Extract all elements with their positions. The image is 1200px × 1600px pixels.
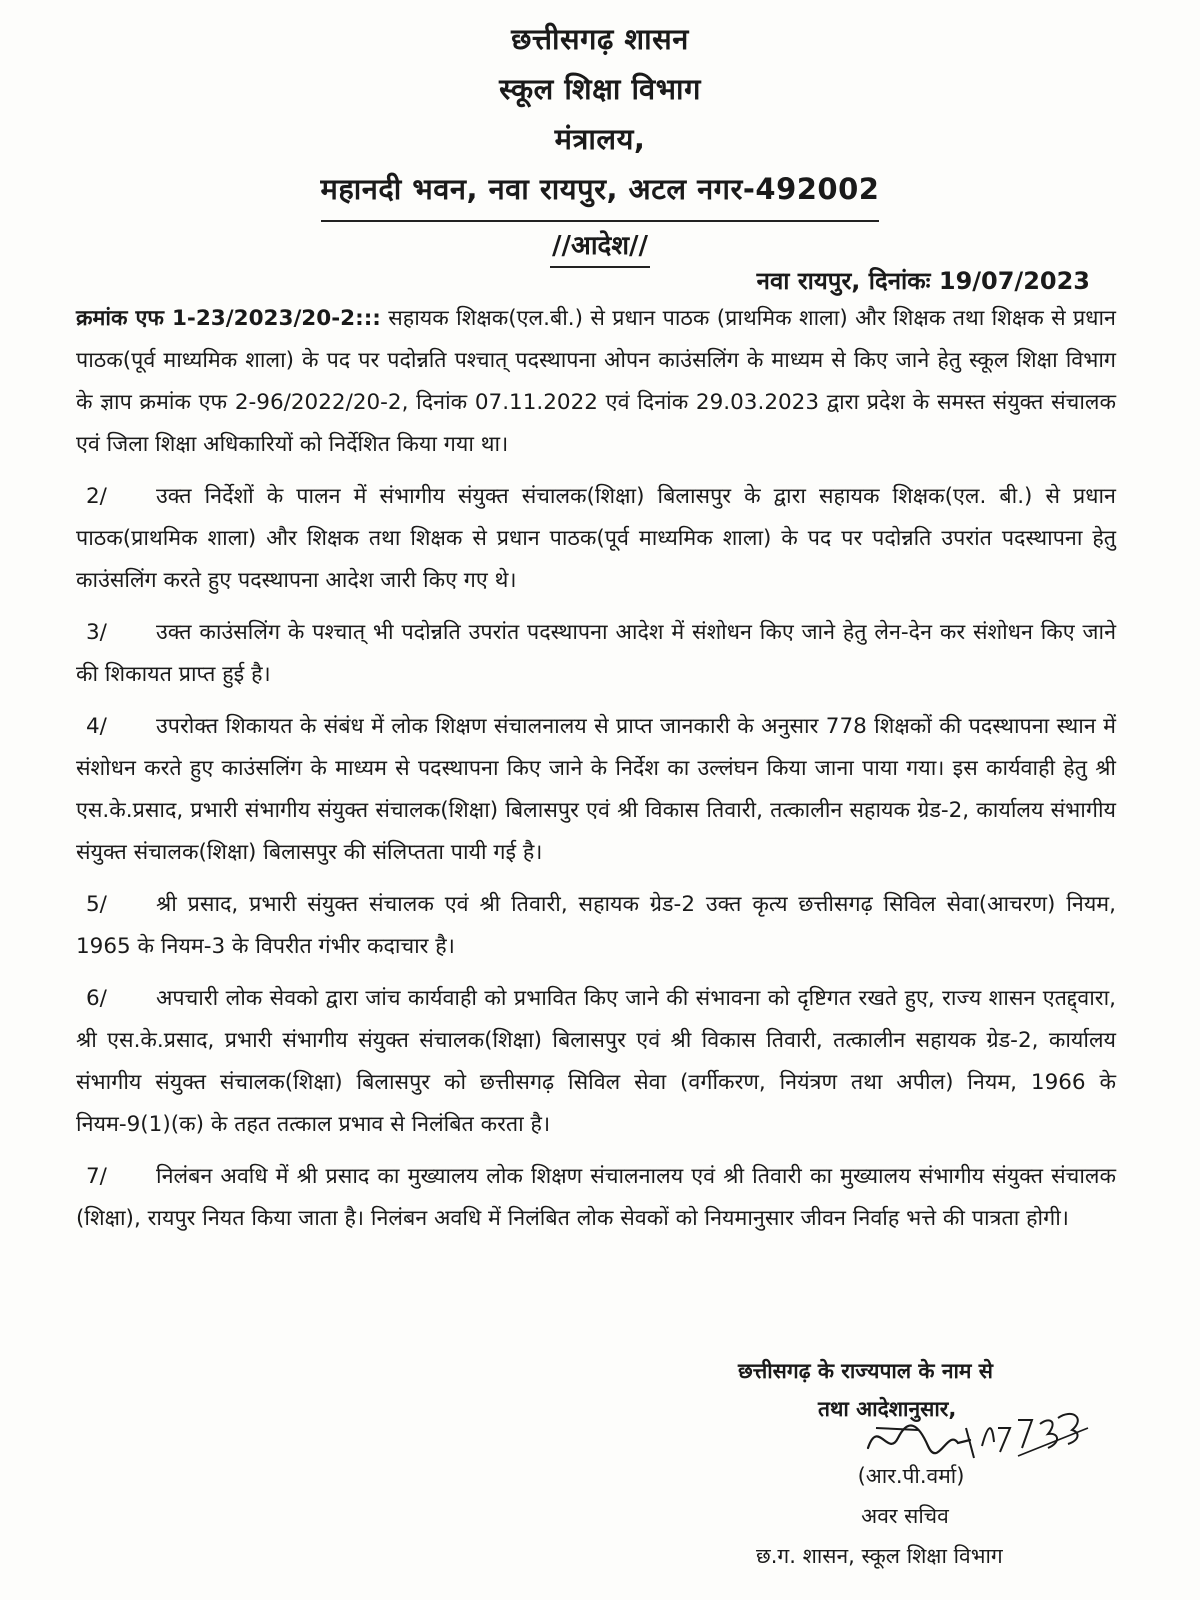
department-name: स्कूल शिक्षा विभाग (499, 72, 701, 106)
paragraph-number: 4/ (86, 714, 107, 739)
ministry-name: मंत्रालय, (554, 122, 646, 156)
government-name: छत्तीसगढ़ शासन (511, 22, 689, 56)
paragraph-number: 5/ (86, 892, 107, 917)
paragraph-6 (76, 978, 1116, 1146)
paragraph-number: 3/ (86, 620, 107, 645)
signatory-name: (आर.पी.वर्मा) (857, 1464, 965, 1488)
order-date: नवा रायपुर, दिनांकः 19/07/2023 (756, 267, 1090, 295)
by-order: तथा आदेशानुसार, (818, 1397, 957, 1421)
office-address: महानदी भवन, नवा रायपुर, अटल नगर-492002 (321, 164, 880, 222)
paragraph-2-text: उक्त निर्देशों के पालन में संभागीय संयुक्त संचालक(शिक्षा) बिलासपुर के द्वारा सहायक शिक्षक(एल. बी.) से प्रधान पाठक(प्राथमिक शाला) और शिक्षक तथा शिक्षक से प्रधान पाठक(पूर्व माध्यमिक शाला) के पद पर पदोन्नति उपरांत पदस्थापना हेतु काउंसलिंग करते हुए पदस्थापना आदेश जारी किए गए थे। (76, 484, 1116, 593)
paragraph-3-text: उक्त काउंसलिंग के पश्चात् भी पदोन्नति उपरांत पदस्थापना आदेश में संशोधन किए जाने हेतु लेन-देन कर संशोधन किए जाने की शिकायत प्राप्त हुई है। (76, 620, 1116, 687)
paragraph-7-text: निलंबन अवधि में श्री प्रसाद का मुख्यालय लोक शिक्षण संचालनालय एवं श्री तिवारी का मुख्यालय संभागीय संयुक्त संचालक (शिक्षा), रायपुर नियत किया जाता है। निलंबन अवधि में निलंबित लोक सेवकों को नियमानुसार जीवन निर्वाह भत्ते की पात्रता होगी। (76, 1164, 1116, 1231)
order-title: //आदेश// (0, 226, 1200, 268)
paragraph-number: 2/ (86, 484, 107, 509)
paragraph-7 (76, 1156, 1116, 1240)
paragraph-5 (76, 884, 1116, 968)
paragraph-2 (76, 476, 1116, 602)
order-reference: क्रमांक एफ 1-23/2023/20-2::: (76, 306, 381, 331)
paragraph-4 (76, 706, 1116, 874)
signatory-department: छ.ग. शासन, स्कूल शिक्षा विभाग (756, 1544, 1003, 1568)
signatory-designation: अवर सचिव (861, 1504, 949, 1528)
governor-authority: छत्तीसगढ़ के राज्यपाल के नाम से (738, 1359, 993, 1383)
paragraph-3 (76, 612, 1116, 696)
order-body (76, 298, 1116, 1250)
paragraph-number: 6/ (86, 986, 107, 1011)
paragraph-number: 7/ (86, 1164, 107, 1189)
paragraph-1 (76, 298, 1116, 466)
paragraph-6-text: अपचारी लोक सेवको द्वारा जांच कार्यवाही को प्रभावित किए जाने की संभावना को दृष्टिगत रखते हुए, राज्य शासन एतद्द्वारा, श्री एस.के.प्रसाद, प्रभारी संभागीय संयुक्त संचालक(शिक्षा) बिलासपुर एवं श्री विकास तिवारी, तत्कालीन सहायक ग्रेड-2, कार्यालय संभागीय संयुक्त संचालक(शिक्षा) बिलासपुर को छत्तीसगढ़ सिविल सेवा (वर्गीकरण, नियंत्रण तथा अपील) नियम, 1966 के नियम-9(1)(क) के तहत तत्काल प्रभाव से निलंबित करता है। (76, 986, 1116, 1137)
paragraph-1-text: सहायक शिक्षक(एल.बी.) से प्रधान पाठक (प्राथमिक शाला) और शिक्षक तथा शिक्षक से प्रधान पाठक(पूर्व माध्यमिक शाला) के पद पर पदोन्नति पश्चात् पदस्थापना ओपन काउंसलिंग के माध्यम से किए जाने हेतु स्कूल शिक्षा विभाग के ज्ञाप क्रमांक एफ 2-96/2022/20-2, दिनांक 07.11.2022 एवं दिनांक 29.03.2023 द्वारा प्रदेश के समस्त संयुक्त संचालक एवं जिला शिक्षा अधिकारियों को निर्देशित किया गया था। (76, 306, 1116, 457)
paragraph-4-text: उपरोक्त शिकायत के संबंध में लोक शिक्षण संचालनालय से प्राप्त जानकारी के अनुसार 778 शिक्षकों की पदस्थापना स्थान में संशोधन करते हुए काउंसलिंग के माध्यम से पदस्थापना किए जाने के निर्देश का उल्लंघन किया जाना पाया गया। इस कार्यवाही हेतु श्री एस.के.प्रसाद, प्रभारी संभागीय संयुक्त संचालक(शिक्षा) बिलासपुर एवं श्री विकास तिवारी, तत्कालीन सहायक ग्रेड-2, कार्यालय संभागीय संयुक्त संचालक(शिक्षा) बिलासपुर की संलिप्तता पायी गई है। (76, 714, 1116, 865)
letterhead (0, 14, 1200, 222)
paragraph-5-text: श्री प्रसाद, प्रभारी संयुक्त संचालक एवं श्री तिवारी, सहायक ग्रेड-2 उक्त कृत्य छत्तीसगढ़ सिविल सेवा(आचरण) नियम, 1965 के नियम-3 के विपरीत गंभीर कदाचार है। (76, 892, 1116, 959)
